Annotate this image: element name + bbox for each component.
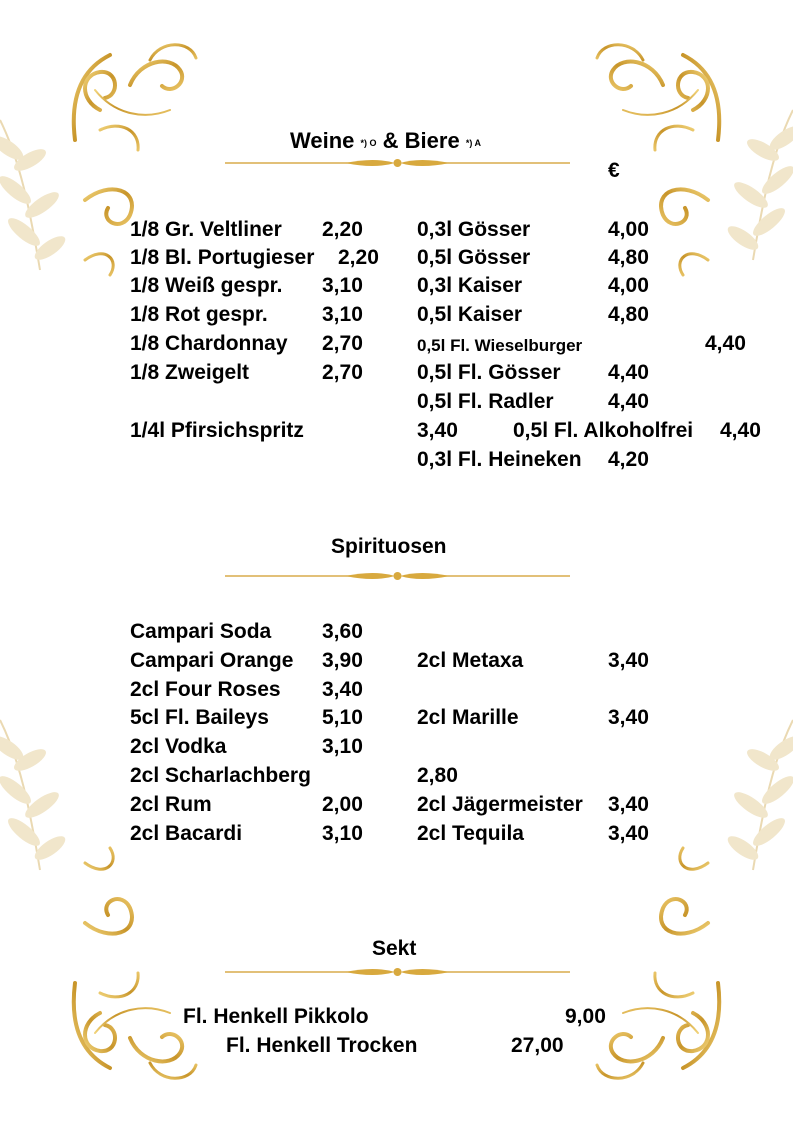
list-item-price: 4,40 [608,361,649,384]
list-item-price: 5,10 [322,706,363,729]
list-item-name: 0,3l Fl. Heineken [417,448,582,471]
list-item-name: 1/8 Weiß gespr. [130,274,283,297]
title-and-biere: & Biere [382,128,460,153]
list-item-name: Campari Orange [130,649,294,672]
list-item-name: 0,5l Kaiser [417,303,523,326]
list-item-price: 3,10 [322,735,363,758]
list-item-price: 4,00 [608,274,649,297]
list-item-name: 0,5l Fl. Gösser [417,361,561,384]
list-item-price: 2,20 [338,246,379,269]
list-item-price: 2,00 [322,793,363,816]
list-item-name: 1/8 Rot gespr. [130,303,268,326]
list-item-price: 4,40 [720,419,761,442]
list-item-name: 2cl Vodka [130,735,227,758]
list-item-price: 3,10 [322,303,363,326]
list-item-price: 4,80 [608,246,649,269]
list-item-name: 2cl Rum [130,793,212,816]
list-item-name: 5cl Fl. Baileys [130,706,269,729]
section-divider [225,569,570,583]
list-item-price: 3,10 [322,274,363,297]
list-item-price: 4,20 [608,448,649,471]
list-item-name: Campari Soda [130,620,272,643]
section-divider [225,965,570,979]
list-item-price: 2,20 [322,218,363,241]
list-item-price: 2,70 [322,361,363,384]
section-divider [225,156,570,170]
list-item-name: Fl. Henkell Pikkolo [183,1005,369,1028]
list-item-name: 1/8 Gr. Veltliner [130,218,282,241]
list-item-name: 0,5l Fl. Wieselburger [417,336,583,355]
list-item-price: 3,40 [322,678,363,701]
list-item-name: 2cl Tequila [417,822,524,845]
section-title-weine-biere [290,128,481,154]
list-item-name: 1/8 Bl. Portugieser [130,246,315,269]
list-item-price: 3,40 [608,822,649,845]
currency-symbol: € [608,159,620,182]
section-title-spirituosen: Spirituosen [331,535,447,558]
list-item-price: 4,40 [608,390,649,413]
list-item-name: 1/8 Zweigelt [130,361,250,384]
list-item-name: 0,3l Kaiser [417,274,523,297]
list-item-price: 2,80 [417,764,458,787]
list-item-name: 0,5l Fl. Alkoholfrei [513,419,694,442]
list-item-name: 2cl Metaxa [417,649,524,672]
list-item-price: 3,40 [608,706,649,729]
list-item-price: 27,00 [511,1034,564,1057]
list-item-price: 3,40 [417,419,458,442]
list-item-name: Fl. Henkell Trocken [226,1034,418,1057]
list-item-price: 3,40 [608,793,649,816]
list-item-name: 1/4l Pfirsichspritz [130,419,304,442]
list-item-price: 3,90 [322,649,363,672]
list-item-price: 4,80 [608,303,649,326]
list-item-name: 2cl Scharlachberg [130,764,311,787]
list-item-price: 3,10 [322,822,363,845]
list-item-name: 2cl Bacardi [130,822,243,845]
list-item-name: 0,5l Fl. Radler [417,390,554,413]
allergen-mark-biere: *) A [465,138,481,148]
list-item-price: 4,40 [705,332,746,355]
list-item-price: 3,40 [608,649,649,672]
list-item-name: 1/8 Chardonnay [130,332,288,355]
list-item-price: 2,70 [322,332,363,355]
allergen-mark-weine: *) O [360,138,377,148]
list-item-name: 0,3l Gösser [417,218,531,241]
section-title-sekt: Sekt [372,937,417,960]
list-item-name: 2cl Four Roses [130,678,281,701]
list-item-name: 2cl Jägermeister [417,793,583,816]
list-item-price: 9,00 [565,1005,606,1028]
list-item-name: 0,5l Gösser [417,246,531,269]
list-item-price: 4,00 [608,218,649,241]
list-item-price: 3,60 [322,620,363,643]
title-weine: Weine [290,128,355,153]
list-item-name: 2cl Marille [417,706,519,729]
